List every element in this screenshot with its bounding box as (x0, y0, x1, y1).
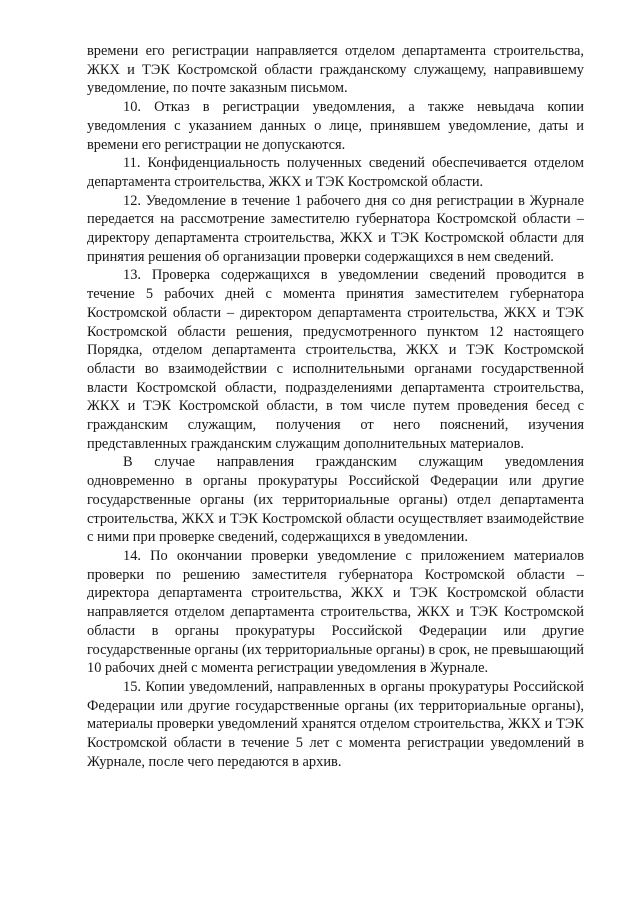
paragraph-item-12: 12. Уведомление в течение 1 рабочего дня со дня регистрации в Журнале передается на рассмотрение заместителю губернатора Костромской области – директору департамента строительства, ЖКХ и ТЭК Костромской области для принятия решения об организации проверки содержащихся в нем сведений. (87, 192, 584, 265)
document-body (87, 42, 584, 771)
paragraph-item-13-addendum: В случае направления гражданским служащим уведомления одновременно в органы прокуратуры Российской Федерации или другие государственные органы (их территориальные органы) отдел департамента строительства, ЖКХ и ТЭК Костромской области осуществляет взаимодействие с ними при проверке сведений, содержащихся в уведомлении. (87, 454, 584, 546)
paragraph-continuation: времени его регистрации направляется отделом департамента строительства, ЖКХ и ТЭК Костромской области гражданскому служащему, направившему уведомление, по почте заказным письмом. (87, 43, 584, 97)
paragraph-item-13: 13. Проверка содержащихся в уведомлении сведений проводится в течение 5 рабочих дней с момента принятия заместителем губернатора Костромской области – директором департамента строительства, ЖКХ и ТЭК Костромской области решения, предусмотренного пунктом 12 настоящего Порядка, отделом департамента строительства, ЖКХ и ТЭК Костромской области во взаимодействии с исполнительными органами государственной власти Костромской области, подразделениями департамента строительства, ЖКХ и ТЭК Костромской области, в том числе путем проведения бесед с гражданским служащим, получения от него пояснений, изучения представленных гражданским служащим дополнительных материалов. (87, 267, 584, 452)
paragraph-item-11: 11. Конфиденциальность полученных сведений обеспечивается отделом департамента строительства, ЖКХ и ТЭК Костромской области. (87, 155, 584, 190)
paragraph-item-14: 14. По окончании проверки уведомление с приложением материалов проверки по решению заместителя губернатора Костромской области – директора департамента строительства, ЖКХ и ТЭК Костромской области направляется отделом департамента строительства, ЖКХ и ТЭК Костромской области в органы прокуратуры Российской Федерации или другие государственные органы (их территориальные органы) в срок, не превышающий 10 рабочих дней с момента регистрации уведомления в Журнале. (87, 547, 584, 677)
paragraph-item-15: 15. Копии уведомлений, направленных в органы прокуратуры Российской Федерации или другие государственные органы (их территориальные органы), материалы проверки уведомлений хранятся отделом строительства, ЖКХ и ТЭК Костромской области в течение 5 лет с момента регистрации уведомлений в Журнале, после чего передаются в архив. (87, 678, 584, 770)
paragraph-item-10: 10. Отказ в регистрации уведомления, а также невыдача копии уведомления с указанием данных о лице, принявшем уведомление, даты и времени его регистрации не допускаются. (87, 99, 584, 153)
